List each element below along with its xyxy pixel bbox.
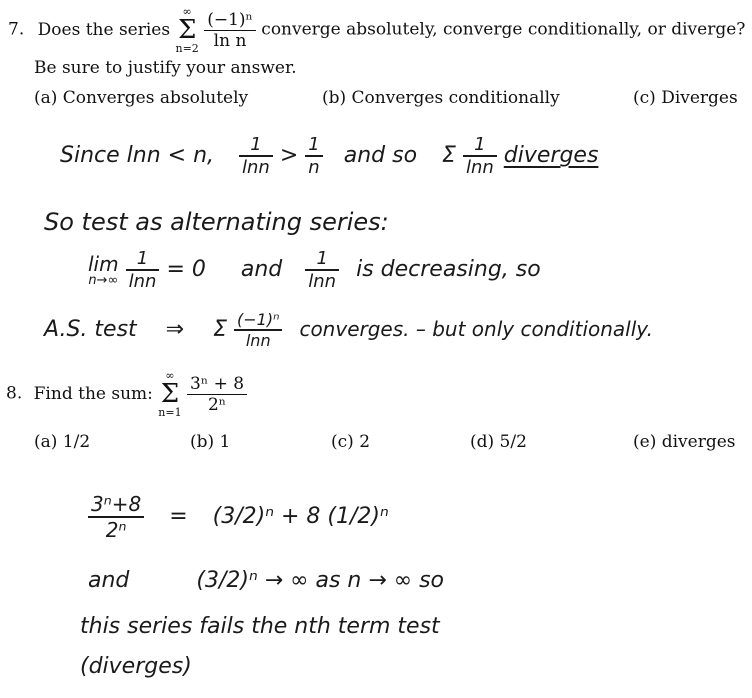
q7-work-lim-sub: n→∞	[88, 272, 119, 288]
q7-work-gt: >	[279, 143, 299, 168]
q7-sum-lower: n=2	[175, 42, 199, 55]
q7-work-lim-frac	[126, 248, 160, 292]
q7-frac-den: ln n	[204, 30, 256, 51]
q7-work-as-frac-den: lnn	[234, 329, 282, 350]
q8-choice-d: (d) 5/2	[470, 432, 527, 452]
q8-work-eq: =	[169, 504, 188, 529]
q7-work-lim: lim	[88, 251, 119, 276]
q7-work-lim-frac-den: lnn	[126, 269, 160, 292]
q7-work-line1	[60, 134, 598, 178]
q8-fraction	[187, 374, 247, 415]
q7-work-limit	[88, 251, 119, 288]
q7-work-line2: So test as alternating series:	[44, 208, 389, 236]
q7-work-frac1	[239, 134, 273, 178]
q7-work-frac1-num: 1	[250, 134, 262, 155]
q8-choice-e: (e) diverges	[633, 432, 736, 452]
q8-choice-a: (a) 1/2	[34, 432, 91, 452]
q7-suffix: converge absolutely, converge conditionally, or diverge?	[261, 19, 746, 40]
q8-work-and: and	[88, 568, 130, 593]
q8-prefix: Find the sum:	[33, 383, 153, 404]
q7-work-frac2-den: n	[305, 155, 322, 178]
q7-work-frac3-den: lnn	[463, 155, 497, 178]
q7-sigma: Σ	[177, 15, 197, 45]
q7-work-sigma1: Σ	[442, 143, 456, 168]
q7-work-decreasing: is decreasing, so	[356, 257, 541, 282]
q7-work-as-test: A.S. test	[44, 317, 137, 342]
q8-frac-num: 3ⁿ + 8	[190, 373, 245, 394]
q7-work-diverges: diverges	[503, 143, 599, 168]
q8-work-line1	[88, 492, 389, 542]
q7-frac-num: (−1)ⁿ	[207, 9, 253, 30]
q7-work-frac2	[305, 134, 322, 178]
q7-work-frac1-den: lnn	[239, 155, 273, 178]
q8-work-frac	[88, 492, 144, 542]
q7-work-frac3-num: 1	[474, 134, 486, 155]
q7-work-line3	[88, 248, 541, 292]
q7-work-converges: converges. – but only conditionally.	[299, 317, 653, 341]
q7-number: 7.	[8, 19, 25, 40]
q7-work-frac2-num: 1	[308, 134, 320, 155]
q8-question	[6, 370, 247, 418]
q7-prefix: Does the series	[37, 19, 171, 40]
q8-choice-c: (c) 2	[331, 432, 371, 452]
q8-work-limit: (3/2)ⁿ → ∞ as n → ∞ so	[196, 568, 445, 593]
q7-work-as-frac	[234, 310, 282, 350]
q7-summation	[175, 6, 198, 54]
q7-work-implies: ⇒	[165, 317, 185, 342]
q8-work-rhs: (3/2)ⁿ + 8 (1/2)ⁿ	[212, 504, 389, 529]
q7-work-dec-frac-den: lnn	[305, 269, 339, 292]
q7-choice-c: (c) Diverges	[633, 88, 738, 108]
q8-frac-den: 2ⁿ	[187, 394, 247, 415]
q8-work-line2	[88, 568, 444, 593]
q8-work-line3: this series fails the nth term test	[80, 614, 440, 639]
q7-fraction	[204, 10, 256, 51]
q8-sum-lower: n=1	[158, 406, 182, 419]
q8-choice-b: (b) 1	[190, 432, 231, 452]
q8-number: 8.	[6, 383, 23, 404]
q8-sum-upper: ∞	[165, 369, 175, 382]
q7-work-lim-frac-num: 1	[136, 248, 149, 269]
q7-choice-a: (a) Converges absolutely	[34, 88, 249, 108]
q7-question	[8, 6, 745, 54]
q7-work-frac3	[463, 134, 497, 178]
q8-work-frac-den: 2ⁿ	[88, 516, 144, 542]
q8-work-line4: (diverges)	[80, 654, 192, 679]
q8-work-frac-num: 3ⁿ+8	[91, 492, 142, 516]
q7-work-line4	[44, 310, 653, 350]
q7-work-dec-frac-num: 1	[316, 248, 328, 269]
q7-work-dec-frac	[305, 248, 339, 292]
q7-sum-upper: ∞	[182, 5, 192, 18]
q7-instruction: Be sure to justify your answer.	[34, 58, 297, 78]
q7-choice-b: (b) Converges conditionally	[322, 88, 560, 108]
q7-work-and-so: and so	[343, 143, 418, 168]
q8-summation	[158, 370, 181, 418]
q7-work-as-frac-num: (−1)ⁿ	[237, 310, 280, 329]
q8-sigma: Σ	[160, 379, 180, 409]
q7-work-since: Since lnn < n,	[60, 143, 214, 168]
q7-work-sigma2: Σ	[213, 317, 227, 342]
q7-work-and: and	[240, 257, 283, 282]
q7-work-eq-zero: = 0	[166, 257, 206, 282]
